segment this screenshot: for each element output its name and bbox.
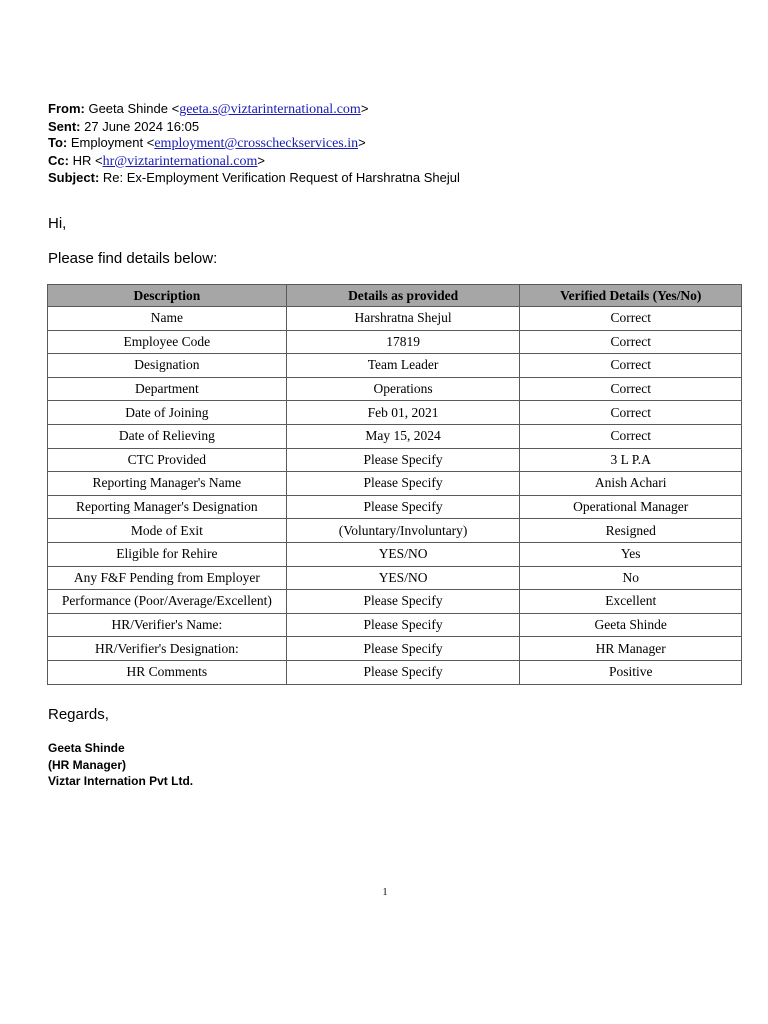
verified-cell: HR Manager: [520, 637, 742, 661]
cc-line: [48, 153, 728, 171]
sent-line: [48, 119, 728, 136]
table-row: [48, 519, 742, 543]
table-row: [48, 495, 742, 519]
provided-cell: Please Specify: [286, 590, 520, 614]
table-row: [48, 637, 742, 661]
sent-label: Sent:: [48, 118, 81, 134]
verification-table: [47, 284, 742, 685]
verified-cell: Correct: [520, 424, 742, 448]
provided-cell: Harshratna Shejul: [286, 307, 520, 331]
from-label: From:: [48, 101, 85, 116]
description-cell: HR Comments: [48, 660, 287, 684]
provided-cell: Team Leader: [286, 354, 520, 378]
verified-cell: Anish Achari: [520, 472, 742, 496]
signature-company: Viztar Internation Pvt Ltd.: [48, 774, 194, 788]
provided-cell: Please Specify: [286, 448, 520, 472]
table-row: [48, 542, 742, 566]
verified-cell: Yes: [520, 542, 742, 566]
cc-open-bracket: <: [94, 152, 103, 168]
table-row: [48, 472, 742, 496]
description-cell: HR/Verifier's Name:: [48, 613, 287, 637]
verified-cell: Operational Manager: [520, 495, 742, 519]
provided-cell: Operations: [286, 377, 520, 401]
table-row: [48, 590, 742, 614]
verified-cell: Correct: [520, 377, 742, 401]
subject-value: Re: Ex-Employment Verification Request of Harshratna Shejul: [102, 170, 460, 185]
cc-email-link[interactable]: hr@viztarinternational.com: [102, 153, 258, 169]
from-line: [48, 101, 728, 119]
description-cell: Performance (Poor/Average/Excellent): [48, 590, 287, 614]
table-row: [48, 660, 742, 684]
from-close-bracket: >: [360, 101, 369, 116]
verified-cell: Correct: [520, 354, 742, 378]
description-cell: HR/Verifier's Designation:: [48, 637, 287, 661]
intro-text: Please find details below:: [48, 250, 218, 267]
description-cell: CTC Provided: [48, 448, 287, 472]
provided-cell: YES/NO: [286, 566, 520, 590]
regards-text: Regards,: [48, 706, 109, 723]
from-open-bracket: <: [171, 101, 180, 116]
to-open-bracket: <: [146, 135, 155, 150]
description-cell: Name: [48, 307, 287, 331]
description-cell: Reporting Manager's Name: [48, 472, 287, 496]
provided-cell: May 15, 2024: [286, 424, 520, 448]
provided-cell: (Voluntary/Involuntary): [286, 519, 520, 543]
description-cell: Employee Code: [48, 330, 287, 354]
provided-cell: Please Specify: [286, 613, 520, 637]
table-row: [48, 566, 742, 590]
table-row: [48, 424, 742, 448]
description-cell: Mode of Exit: [48, 519, 287, 543]
verified-cell: Correct: [520, 307, 742, 331]
to-close-bracket: >: [358, 135, 366, 150]
description-cell: Eligible for Rehire: [48, 542, 287, 566]
provided-cell: Feb 01, 2021: [286, 401, 520, 425]
table-row: [48, 307, 742, 331]
provided-cell: Please Specify: [286, 495, 520, 519]
table-row: [48, 377, 742, 401]
provided-cell: Please Specify: [286, 472, 520, 496]
verified-cell: No: [520, 566, 742, 590]
verified-cell: 3 L P.A: [520, 448, 742, 472]
description-cell: Reporting Manager's Designation: [48, 495, 287, 519]
column-header-verified-details: Verified Details (Yes/No): [520, 285, 742, 307]
description-cell: Department: [48, 377, 287, 401]
verified-cell: Resigned: [520, 519, 742, 543]
table-row: [48, 330, 742, 354]
signature-title: (HR Manager): [48, 757, 127, 772]
verified-cell: Excellent: [520, 590, 742, 614]
description-cell: Date of Relieving: [48, 424, 287, 448]
to-name: Employment: [70, 135, 144, 150]
table-row: [48, 401, 742, 425]
subject-label: Subject:: [48, 170, 100, 185]
to-label: To:: [48, 135, 68, 150]
verified-cell: Correct: [520, 330, 742, 354]
verified-cell: Positive: [520, 660, 742, 684]
to-line: [48, 135, 728, 153]
cc-name: HR: [72, 152, 92, 168]
sent-value: 27 June 2024 16:05: [84, 118, 200, 134]
provided-cell: 17819: [286, 330, 520, 354]
subject-line: [48, 170, 728, 187]
page-number: 1: [382, 887, 388, 898]
description-cell: Any F&F Pending from Employer: [48, 566, 287, 590]
email-header: [48, 101, 728, 187]
from-email-link[interactable]: geeta.s@viztarinternational.com: [179, 102, 361, 117]
table-row: [48, 354, 742, 378]
provided-cell: Please Specify: [286, 660, 520, 684]
description-cell: Designation: [48, 354, 287, 378]
signature-name: Geeta Shinde: [48, 741, 125, 755]
signature-block: [48, 740, 193, 790]
table-row: [48, 613, 742, 637]
cc-label: Cc:: [48, 152, 69, 168]
description-cell: Date of Joining: [48, 401, 287, 425]
column-header-description: Description: [48, 285, 287, 307]
from-name: Geeta Shinde: [88, 101, 168, 116]
greeting: Hi,: [48, 215, 67, 232]
provided-cell: YES/NO: [286, 542, 520, 566]
verified-cell: Correct: [520, 401, 742, 425]
to-email-link[interactable]: employment@crosscheckservices.in: [154, 136, 359, 151]
table-header-row: [48, 285, 742, 307]
verified-cell: Geeta Shinde: [520, 613, 742, 637]
provided-cell: Please Specify: [286, 637, 520, 661]
column-header-details-provided: Details as provided: [286, 285, 520, 307]
cc-close-bracket: >: [257, 152, 265, 168]
table-row: [48, 448, 742, 472]
